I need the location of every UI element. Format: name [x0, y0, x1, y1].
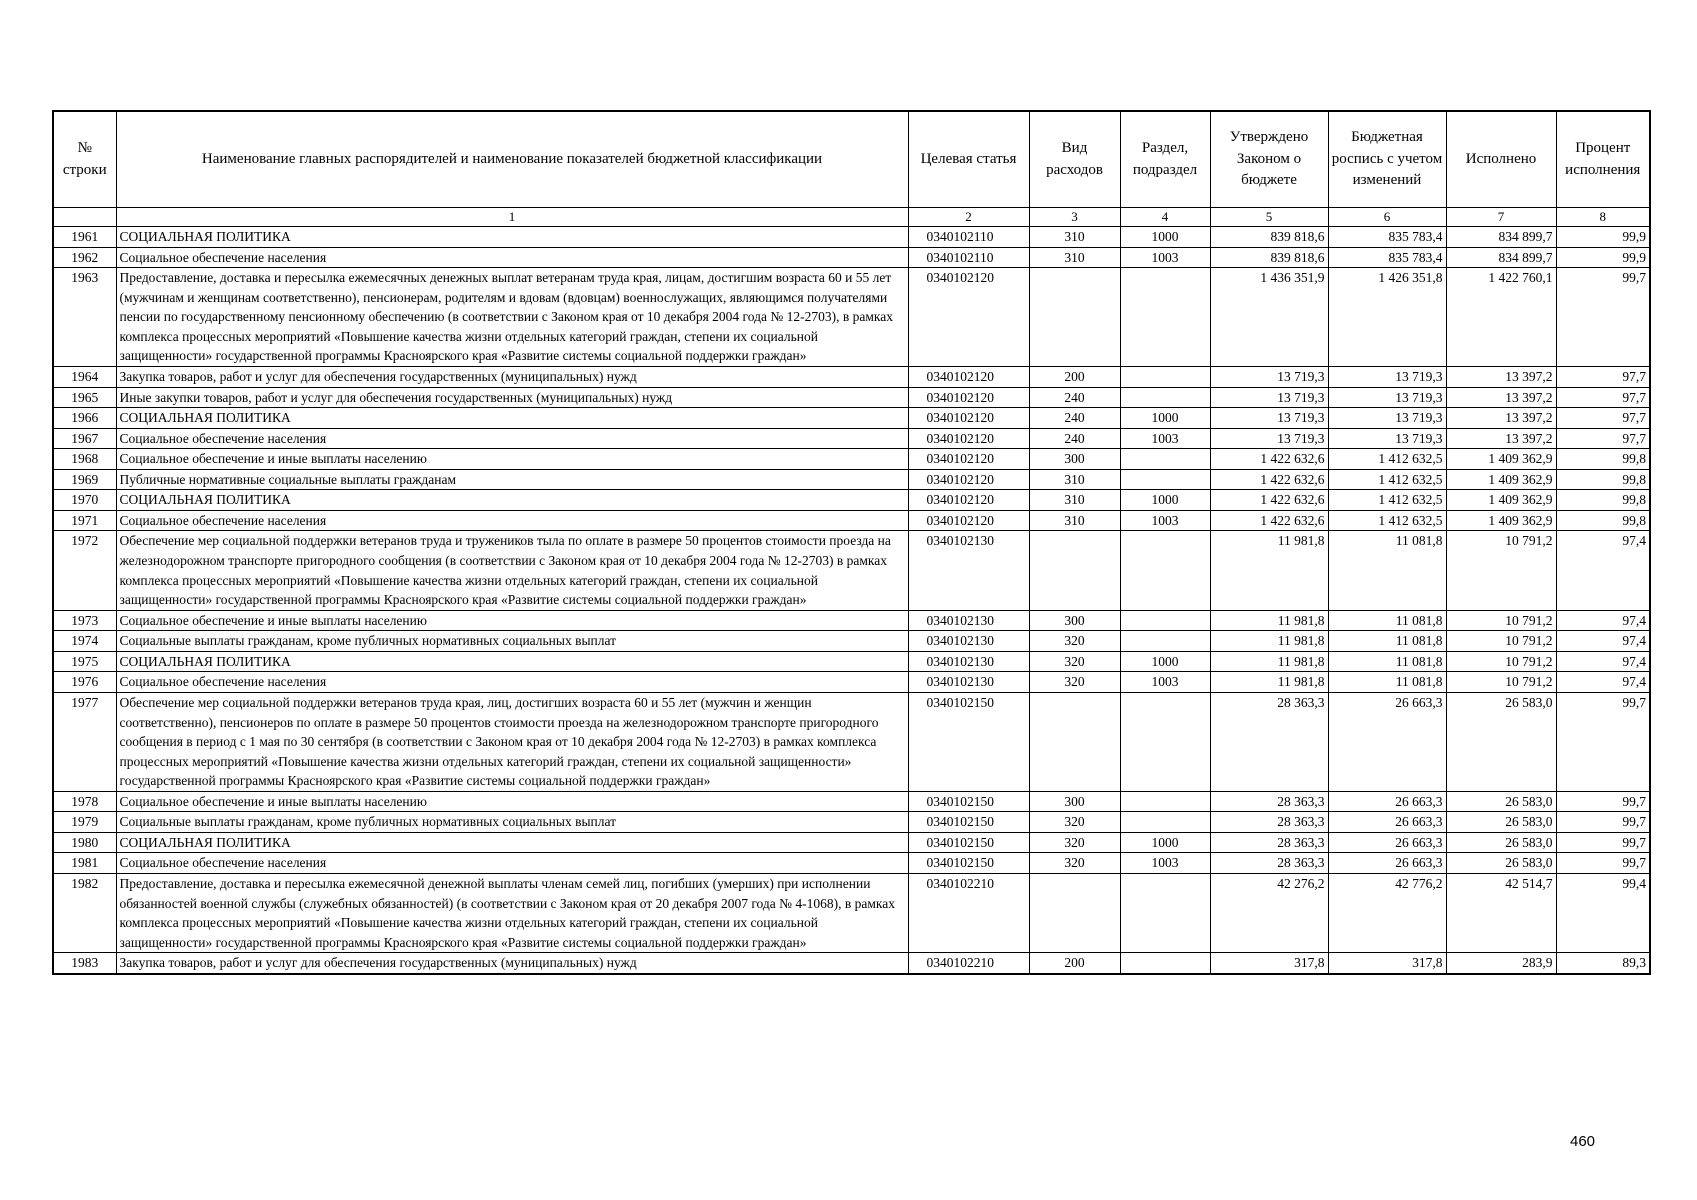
percent-cell: 99,7 [1556, 791, 1650, 812]
budget-execution-table [52, 110, 1651, 975]
executed-cell: 10 791,2 [1446, 651, 1556, 672]
approved-cell: 839 818,6 [1210, 227, 1328, 248]
budget-schedule-cell: 317,8 [1328, 953, 1446, 974]
row-name-cell: Закупка товаров, работ и услуг для обеспечения государственных (муниципальных) нужд [116, 953, 908, 974]
percent-cell: 97,7 [1556, 387, 1650, 408]
executed-cell: 1 409 362,9 [1446, 449, 1556, 470]
budget-schedule-cell: 11 081,8 [1328, 651, 1446, 672]
target-article-cell: 0340102110 [908, 227, 1029, 248]
executed-cell: 13 397,2 [1446, 366, 1556, 387]
percent-cell: 89,3 [1556, 953, 1650, 974]
table-row [53, 268, 1650, 367]
budget-schedule-cell: 13 719,3 [1328, 428, 1446, 449]
budget-schedule-cell: 26 663,3 [1328, 812, 1446, 833]
executed-cell: 834 899,7 [1446, 247, 1556, 268]
expense-type-cell: 200 [1029, 953, 1120, 974]
section-cell: 1003 [1120, 247, 1210, 268]
percent-cell: 97,4 [1556, 672, 1650, 693]
row-number-cell: 1970 [53, 490, 116, 511]
row-number-cell: 1977 [53, 692, 116, 791]
executed-cell: 26 583,0 [1446, 853, 1556, 874]
colnum-1: 1 [116, 208, 908, 227]
row-name-cell: Социальное обеспечение и иные выплаты населению [116, 791, 908, 812]
percent-cell: 97,4 [1556, 631, 1650, 652]
section-cell [1120, 953, 1210, 974]
expense-type-cell: 200 [1029, 366, 1120, 387]
header-row-number: № строки [53, 111, 116, 208]
budget-schedule-cell: 1 412 632,5 [1328, 469, 1446, 490]
table-row [53, 953, 1650, 974]
section-cell [1120, 366, 1210, 387]
row-name-cell: Социальное обеспечение населения [116, 672, 908, 693]
section-cell [1120, 449, 1210, 470]
row-name-cell: Иные закупки товаров, работ и услуг для обеспечения государственных (муниципальных) нужд [116, 387, 908, 408]
section-cell [1120, 631, 1210, 652]
budget-schedule-cell: 1 412 632,5 [1328, 490, 1446, 511]
row-number-cell: 1973 [53, 610, 116, 631]
approved-cell: 1 422 632,6 [1210, 510, 1328, 531]
target-article-cell: 0340102110 [908, 247, 1029, 268]
target-article-cell: 0340102120 [908, 469, 1029, 490]
executed-cell: 13 397,2 [1446, 408, 1556, 429]
expense-type-cell: 310 [1029, 490, 1120, 511]
executed-cell: 1 409 362,9 [1446, 490, 1556, 511]
section-cell [1120, 692, 1210, 791]
row-number-cell: 1982 [53, 874, 116, 953]
table-row [53, 408, 1650, 429]
executed-cell: 13 397,2 [1446, 387, 1556, 408]
section-cell [1120, 387, 1210, 408]
budget-schedule-cell: 835 783,4 [1328, 227, 1446, 248]
executed-cell: 42 514,7 [1446, 874, 1556, 953]
budget-schedule-cell: 26 663,3 [1328, 832, 1446, 853]
expense-type-cell: 310 [1029, 227, 1120, 248]
row-number-cell: 1979 [53, 812, 116, 833]
row-name-cell: Социальное обеспечение и иные выплаты населению [116, 610, 908, 631]
budget-schedule-cell: 11 081,8 [1328, 672, 1446, 693]
table-row [53, 692, 1650, 791]
colnum-6: 6 [1328, 208, 1446, 227]
target-article-cell: 0340102120 [908, 366, 1029, 387]
budget-schedule-cell: 26 663,3 [1328, 853, 1446, 874]
section-cell: 1000 [1120, 408, 1210, 429]
approved-cell: 28 363,3 [1210, 791, 1328, 812]
row-name-cell: Публичные нормативные социальные выплаты гражданам [116, 469, 908, 490]
section-cell: 1003 [1120, 510, 1210, 531]
colnum-5: 5 [1210, 208, 1328, 227]
target-article-cell: 0340102210 [908, 953, 1029, 974]
percent-cell: 99,9 [1556, 227, 1650, 248]
colnum-0 [53, 208, 116, 227]
row-number-cell: 1964 [53, 366, 116, 387]
percent-cell: 99,8 [1556, 449, 1650, 470]
target-article-cell: 0340102120 [908, 510, 1029, 531]
row-number-cell: 1976 [53, 672, 116, 693]
budget-schedule-cell: 13 719,3 [1328, 366, 1446, 387]
expense-type-cell: 320 [1029, 651, 1120, 672]
budget-schedule-cell: 1 412 632,5 [1328, 449, 1446, 470]
colnum-4: 4 [1120, 208, 1210, 227]
approved-cell: 11 981,8 [1210, 631, 1328, 652]
executed-cell: 26 583,0 [1446, 832, 1556, 853]
row-number-cell: 1975 [53, 651, 116, 672]
budget-schedule-cell: 835 783,4 [1328, 247, 1446, 268]
row-name-cell: Предоставление, доставка и пересылка ежемесячной денежной выплаты членам семей лиц, погибших (умерших) при исполнении обязанностей военной службы (служебных обязанностей) (в соответствии с Законом края от 20 декабря 2007 года № 4-1068), в рамках комплекса процессных мероприятий «Повышение качества жизни отдельных категорий граждан, степени их социальной защищенности» государственной программы Красноярского края «Развитие системы социальной поддержки граждан» [116, 874, 908, 953]
row-number-cell: 1983 [53, 953, 116, 974]
colnum-8: 8 [1556, 208, 1650, 227]
row-name-cell: СОЦИАЛЬНАЯ ПОЛИТИКА [116, 651, 908, 672]
colnum-3: 3 [1029, 208, 1120, 227]
executed-cell: 10 791,2 [1446, 672, 1556, 693]
row-number-cell: 1962 [53, 247, 116, 268]
target-article-cell: 0340102150 [908, 832, 1029, 853]
section-cell: 1000 [1120, 227, 1210, 248]
expense-type-cell: 240 [1029, 428, 1120, 449]
expense-type-cell: 320 [1029, 853, 1120, 874]
approved-cell: 13 719,3 [1210, 428, 1328, 449]
row-number-cell: 1963 [53, 268, 116, 367]
approved-cell: 28 363,3 [1210, 853, 1328, 874]
expense-type-cell: 320 [1029, 631, 1120, 652]
row-name-cell: Социальное обеспечение населения [116, 247, 908, 268]
target-article-cell: 0340102150 [908, 791, 1029, 812]
executed-cell: 834 899,7 [1446, 227, 1556, 248]
percent-cell: 99,7 [1556, 832, 1650, 853]
approved-cell: 42 276,2 [1210, 874, 1328, 953]
expense-type-cell: 310 [1029, 469, 1120, 490]
percent-cell: 99,7 [1556, 268, 1650, 367]
target-article-cell: 0340102150 [908, 853, 1029, 874]
percent-cell: 97,7 [1556, 428, 1650, 449]
table-row [53, 791, 1650, 812]
expense-type-cell: 320 [1029, 832, 1120, 853]
executed-cell: 13 397,2 [1446, 428, 1556, 449]
colnum-2: 2 [908, 208, 1029, 227]
expense-type-cell: 240 [1029, 387, 1120, 408]
approved-cell: 28 363,3 [1210, 812, 1328, 833]
percent-cell: 99,7 [1556, 812, 1650, 833]
header-expense-type: Вид расходов [1029, 111, 1120, 208]
row-name-cell: Обеспечение мер социальной поддержки ветеранов труда края, лиц, достигших возраста 60 и 55 лет (мужчин и женщин соответственно), пенсионеров по оплате в размере 50 процентов стоимости проезда на железнодорожном транспорте пригородного сообщения в период с 1 мая по 30 сентября (в соответствии с Законом края от 10 декабря 2004 года № 12-2703) в рамках комплекса процессных мероприятий «Повышение качества жизни отдельных категорий граждан, степени их социальной защищенности» государственной программы Красноярского края «Развитие системы социальной поддержки граждан» [116, 692, 908, 791]
table-row [53, 227, 1650, 248]
table-row [53, 610, 1650, 631]
approved-cell: 317,8 [1210, 953, 1328, 974]
budget-schedule-cell: 1 412 632,5 [1328, 510, 1446, 531]
approved-cell: 13 719,3 [1210, 408, 1328, 429]
column-number-row [53, 208, 1650, 227]
table-row [53, 490, 1650, 511]
percent-cell: 97,7 [1556, 408, 1650, 429]
row-name-cell: Обеспечение мер социальной поддержки ветеранов труда и тружеников тыла по оплате в размере 50 процентов стоимости проезда на железнодорожном транспорте пригородного сообщения (в соответствии с Законом края от 10 декабря 2004 года № 12-2703) в рамках комплекса процессных мероприятий «Повышение качества жизни отдельных категорий граждан, степени их социальной защищенности» государственной программы Красноярского края «Развитие системы социальной поддержки граждан» [116, 531, 908, 610]
percent-cell: 97,4 [1556, 531, 1650, 610]
table-row [53, 247, 1650, 268]
row-number-cell: 1961 [53, 227, 116, 248]
target-article-cell: 0340102120 [908, 449, 1029, 470]
percent-cell: 97,4 [1556, 610, 1650, 631]
expense-type-cell: 300 [1029, 449, 1120, 470]
budget-schedule-cell: 26 663,3 [1328, 692, 1446, 791]
section-cell [1120, 791, 1210, 812]
expense-type-cell [1029, 531, 1120, 610]
colnum-7: 7 [1446, 208, 1556, 227]
percent-cell: 99,8 [1556, 510, 1650, 531]
target-article-cell: 0340102120 [908, 268, 1029, 367]
budget-schedule-cell: 11 081,8 [1328, 610, 1446, 631]
row-name-cell: СОЦИАЛЬНАЯ ПОЛИТИКА [116, 832, 908, 853]
budget-schedule-cell: 11 081,8 [1328, 631, 1446, 652]
approved-cell: 11 981,8 [1210, 651, 1328, 672]
row-number-cell: 1971 [53, 510, 116, 531]
target-article-cell: 0340102130 [908, 531, 1029, 610]
expense-type-cell [1029, 874, 1120, 953]
table-row [53, 531, 1650, 610]
executed-cell: 26 583,0 [1446, 812, 1556, 833]
budget-schedule-cell: 13 719,3 [1328, 387, 1446, 408]
percent-cell: 97,4 [1556, 651, 1650, 672]
row-name-cell: СОЦИАЛЬНАЯ ПОЛИТИКА [116, 490, 908, 511]
approved-cell: 28 363,3 [1210, 832, 1328, 853]
budget-schedule-cell: 26 663,3 [1328, 791, 1446, 812]
section-cell [1120, 812, 1210, 833]
header-budget-schedule: Бюджетная роспись с учетом изменений [1328, 111, 1446, 208]
page-number: 460 [1570, 1133, 1596, 1150]
row-name-cell: Социальное обеспечение населения [116, 853, 908, 874]
expense-type-cell: 240 [1029, 408, 1120, 429]
header-target-article: Целевая статья [908, 111, 1029, 208]
executed-cell: 1 422 760,1 [1446, 268, 1556, 367]
table-row [53, 428, 1650, 449]
approved-cell: 13 719,3 [1210, 387, 1328, 408]
section-cell [1120, 874, 1210, 953]
table-header [53, 111, 1650, 227]
row-number-cell: 1972 [53, 531, 116, 610]
table-row [53, 812, 1650, 833]
header-executed: Исполнено [1446, 111, 1556, 208]
row-number-cell: 1965 [53, 387, 116, 408]
table-row [53, 387, 1650, 408]
table-row [53, 510, 1650, 531]
target-article-cell: 0340102130 [908, 651, 1029, 672]
section-cell [1120, 531, 1210, 610]
percent-cell: 99,9 [1556, 247, 1650, 268]
approved-cell: 11 981,8 [1210, 672, 1328, 693]
executed-cell: 10 791,2 [1446, 610, 1556, 631]
table-row [53, 672, 1650, 693]
row-name-cell: СОЦИАЛЬНАЯ ПОЛИТИКА [116, 408, 908, 429]
expense-type-cell: 320 [1029, 672, 1120, 693]
target-article-cell: 0340102130 [908, 631, 1029, 652]
table-row [53, 853, 1650, 874]
row-name-cell: Предоставление, доставка и пересылка ежемесячных денежных выплат ветеранам труда края, лицам, достигшим возраста 60 и 55 лет (мужчинам и женщинам соответственно), пенсионерам, родителям и вдовам (вдовцам) военнослужащих, являющимся получателями пенсии по государственному пенсионному обеспечению (в соответствии с Законом края от 10 декабря 2004 года № 12-2703), в рамках комплекса процессных мероприятий «Повышение качества жизни отдельных категорий граждан, степени их социальной защищенности» государственной программы Красноярского края «Развитие системы социальной поддержки граждан» [116, 268, 908, 367]
target-article-cell: 0340102120 [908, 428, 1029, 449]
section-cell: 1003 [1120, 672, 1210, 693]
executed-cell: 10 791,2 [1446, 631, 1556, 652]
target-article-cell: 0340102150 [908, 812, 1029, 833]
row-name-cell: СОЦИАЛЬНАЯ ПОЛИТИКА [116, 227, 908, 248]
row-name-cell: Социальные выплаты гражданам, кроме публичных нормативных социальных выплат [116, 631, 908, 652]
target-article-cell: 0340102210 [908, 874, 1029, 953]
target-article-cell: 0340102130 [908, 610, 1029, 631]
row-number-cell: 1980 [53, 832, 116, 853]
approved-cell: 1 436 351,9 [1210, 268, 1328, 367]
row-name-cell: Социальное обеспечение населения [116, 428, 908, 449]
row-number-cell: 1969 [53, 469, 116, 490]
approved-cell: 13 719,3 [1210, 366, 1328, 387]
executed-cell: 1 409 362,9 [1446, 510, 1556, 531]
target-article-cell: 0340102150 [908, 692, 1029, 791]
approved-cell: 1 422 632,6 [1210, 469, 1328, 490]
table-row [53, 631, 1650, 652]
row-name-cell: Социальное обеспечение и иные выплаты населению [116, 449, 908, 470]
table-row [53, 469, 1650, 490]
executed-cell: 1 409 362,9 [1446, 469, 1556, 490]
section-cell: 1000 [1120, 832, 1210, 853]
percent-cell: 99,4 [1556, 874, 1650, 953]
section-cell [1120, 610, 1210, 631]
approved-cell: 11 981,8 [1210, 610, 1328, 631]
row-number-cell: 1974 [53, 631, 116, 652]
row-name-cell: Социальные выплаты гражданам, кроме публичных нормативных социальных выплат [116, 812, 908, 833]
expense-type-cell [1029, 692, 1120, 791]
budget-schedule-cell: 13 719,3 [1328, 408, 1446, 429]
table-row [53, 832, 1650, 853]
header-approved: Утверждено Законом о бюджете [1210, 111, 1328, 208]
executed-cell: 26 583,0 [1446, 791, 1556, 812]
approved-cell: 839 818,6 [1210, 247, 1328, 268]
table-row [53, 874, 1650, 953]
executed-cell: 10 791,2 [1446, 531, 1556, 610]
executed-cell: 26 583,0 [1446, 692, 1556, 791]
row-number-cell: 1981 [53, 853, 116, 874]
row-number-cell: 1967 [53, 428, 116, 449]
row-number-cell: 1968 [53, 449, 116, 470]
percent-cell: 97,7 [1556, 366, 1650, 387]
table-row [53, 366, 1650, 387]
section-cell: 1003 [1120, 853, 1210, 874]
section-cell [1120, 268, 1210, 367]
percent-cell: 99,7 [1556, 853, 1650, 874]
budget-schedule-cell: 11 081,8 [1328, 531, 1446, 610]
section-cell: 1000 [1120, 651, 1210, 672]
row-name-cell: Закупка товаров, работ и услуг для обеспечения государственных (муниципальных) нужд [116, 366, 908, 387]
percent-cell: 99,8 [1556, 469, 1650, 490]
percent-cell: 99,7 [1556, 692, 1650, 791]
row-number-cell: 1978 [53, 791, 116, 812]
target-article-cell: 0340102120 [908, 490, 1029, 511]
budget-schedule-cell: 42 776,2 [1328, 874, 1446, 953]
executed-cell: 283,9 [1446, 953, 1556, 974]
approved-cell: 28 363,3 [1210, 692, 1328, 791]
header-percent: Процент исполнения [1556, 111, 1650, 208]
section-cell: 1003 [1120, 428, 1210, 449]
target-article-cell: 0340102120 [908, 387, 1029, 408]
expense-type-cell: 320 [1029, 812, 1120, 833]
expense-type-cell: 310 [1029, 247, 1120, 268]
header-section: Раздел, подраздел [1120, 111, 1210, 208]
percent-cell: 99,8 [1556, 490, 1650, 511]
section-cell: 1000 [1120, 490, 1210, 511]
section-cell [1120, 469, 1210, 490]
row-name-cell: Социальное обеспечение населения [116, 510, 908, 531]
expense-type-cell: 300 [1029, 610, 1120, 631]
target-article-cell: 0340102130 [908, 672, 1029, 693]
table-row [53, 449, 1650, 470]
approved-cell: 11 981,8 [1210, 531, 1328, 610]
header-name: Наименование главных распорядителей и наименование показателей бюджетной классификации [116, 111, 908, 208]
target-article-cell: 0340102120 [908, 408, 1029, 429]
expense-type-cell: 310 [1029, 510, 1120, 531]
approved-cell: 1 422 632,6 [1210, 490, 1328, 511]
approved-cell: 1 422 632,6 [1210, 449, 1328, 470]
expense-type-cell [1029, 268, 1120, 367]
expense-type-cell: 300 [1029, 791, 1120, 812]
table-body [53, 227, 1650, 974]
budget-schedule-cell: 1 426 351,8 [1328, 268, 1446, 367]
row-number-cell: 1966 [53, 408, 116, 429]
table-row [53, 651, 1650, 672]
